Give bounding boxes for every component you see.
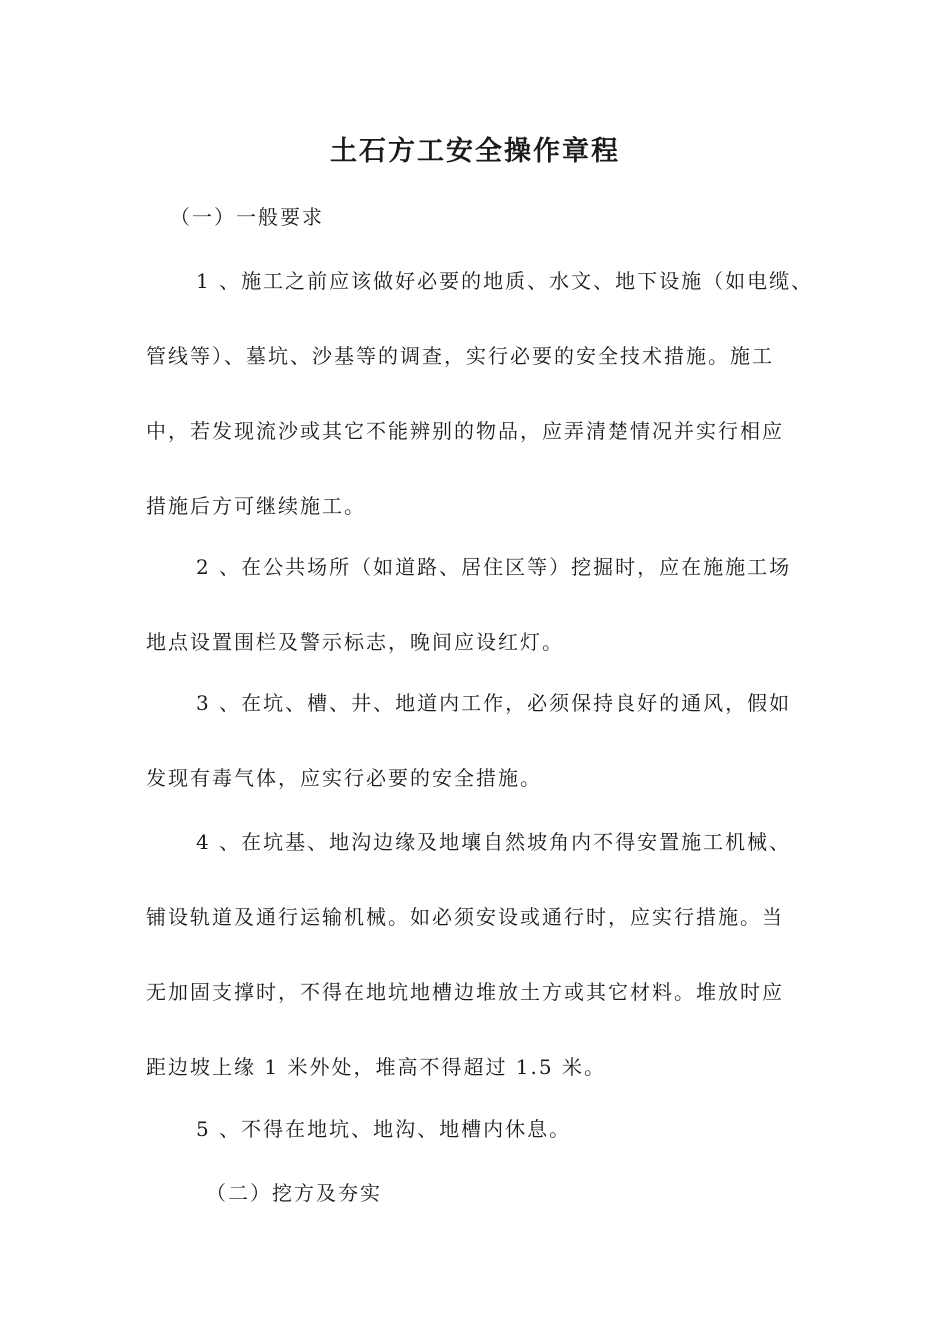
item3-line2: 发现有毒气体，应实行必要的安全措施。: [146, 766, 542, 790]
item2-line1: 2 、在公共场所（如道路、居住区等）挖掘时，应在施施工场: [196, 555, 792, 579]
item4-line3: 无加固支撑时，不得在地坑地槽边堆放土方或其它材料。堆放时应: [146, 980, 784, 1004]
item4-line1: 4 、在坑基、地沟边缘及地壤自然坡角内不得安置施工机械、: [196, 830, 792, 854]
item2-line2: 地点设置围栏及警示标志，晚间应设红灯。: [146, 630, 564, 654]
item4-line2: 铺设轨道及通行运输机械。如必须安设或通行时，应实行措施。当: [146, 905, 784, 929]
item5-line1: 5 、不得在地坑、地沟、地槽内休息。: [196, 1117, 572, 1141]
item1-line4: 措施后方可继续施工。: [146, 494, 366, 518]
item1-line3: 中，若发现流沙或其它不能辨别的物品，应弄清楚情况并实行相应: [146, 419, 784, 443]
section-heading-general-requirements: （一）一般要求: [170, 205, 324, 229]
item1-line1: 1 、施工之前应该做好必要的地质、水文、地下设施（如电缆、: [196, 269, 814, 293]
item1-line2: 管线等）、墓坑、沙基等的调查，实行必要的安全技术措施。施工: [146, 344, 774, 368]
item3-line1: 3 、在坑、槽、井、地道内工作，必须保持良好的通风，假如: [196, 691, 792, 715]
document-title: 土石方工安全操作章程: [330, 136, 620, 167]
item4-line4: 距边坡上缘 1 米外处，堆高不得超过 1.5 米。: [146, 1055, 606, 1079]
section-heading-excavation-compaction: （二）挖方及夯实: [206, 1181, 382, 1205]
